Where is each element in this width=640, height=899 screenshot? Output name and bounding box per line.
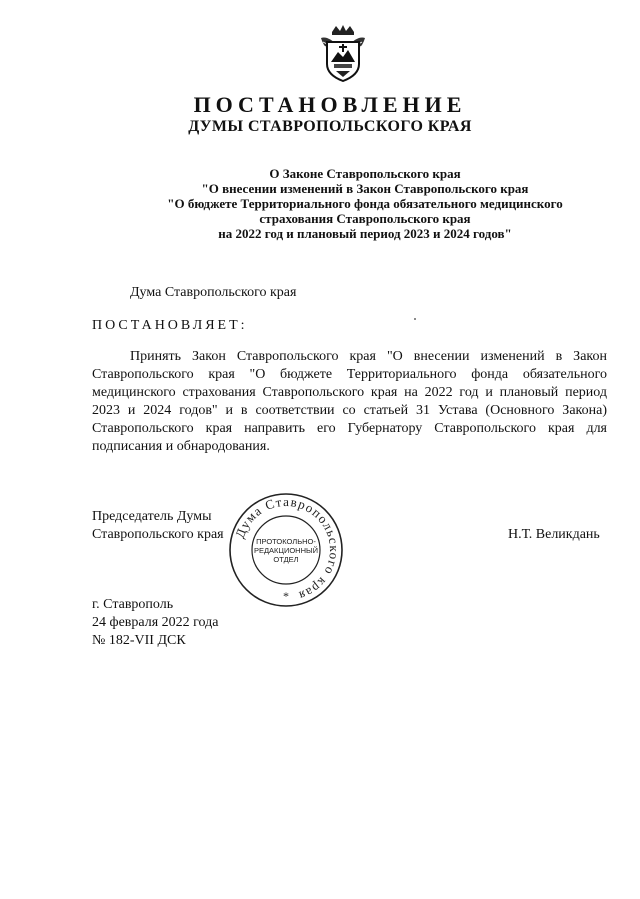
subject-line: страхования Ставропольского края [259, 211, 471, 226]
document-subject [150, 166, 580, 241]
decree-word: ПОСТАНОВЛЯЕТ: [92, 318, 248, 333]
subject-line: О Законе Ставропольского края [269, 166, 461, 181]
seal-ring-text: Дума Ставропольского края [231, 493, 343, 605]
subject-line: "О внесении изменений в Закон Ставропольского края [201, 181, 529, 196]
resolution-text: Принять Закон Ставропольского края "О внесении изменений в Закон Ставропольского края "О бюджете Территориального фонда обязательного медицинского страхования Ставропольского края на 2022 год и плановый период 2023 и 2024 годов" и в соответствии со статьей 31 Устава (Основного Закона) Ставропольского края направить его Губернатору Ставропольского края для подписания и обнародования. [92, 349, 607, 454]
seal-center-line: ПРОТОКОЛЬНО- [256, 537, 316, 546]
seal-star: * [283, 589, 289, 603]
document-issuer-heading: ДУМЫ СТАВРОПОЛЬСКОГО КРАЯ [188, 118, 472, 135]
scan-speck [414, 318, 416, 320]
seal-center-line: РЕДАКЦИОННЫЙ [253, 546, 319, 555]
signatory-position-line: Ставропольского края [92, 527, 224, 542]
subject-line: на 2022 год и плановый период 2023 и 2024 годов" [218, 226, 512, 241]
signatory-position-line: Председатель Думы [92, 509, 212, 524]
issuer-line: Дума Ставропольского края [130, 285, 297, 300]
resolution-paragraph [92, 348, 607, 456]
date-line: 24 февраля 2022 года [92, 615, 219, 630]
signatory-name: Н.Т. Великдань [508, 527, 600, 542]
seal-center-line: ОТДЕЛ [273, 555, 299, 564]
document-footer [92, 596, 219, 650]
subject-line: "О бюджете Территориального фонда обязательного медицинского [167, 196, 563, 211]
stavropol-coat-of-arms-icon [318, 24, 368, 82]
signatory-position [92, 508, 224, 544]
document-number: № 182-VII ДСК [92, 633, 186, 648]
official-seal [228, 492, 344, 608]
city-line: г. Ставрополь [92, 597, 174, 612]
document-title: ПОСТАНОВЛЕНИЕ [193, 92, 467, 117]
